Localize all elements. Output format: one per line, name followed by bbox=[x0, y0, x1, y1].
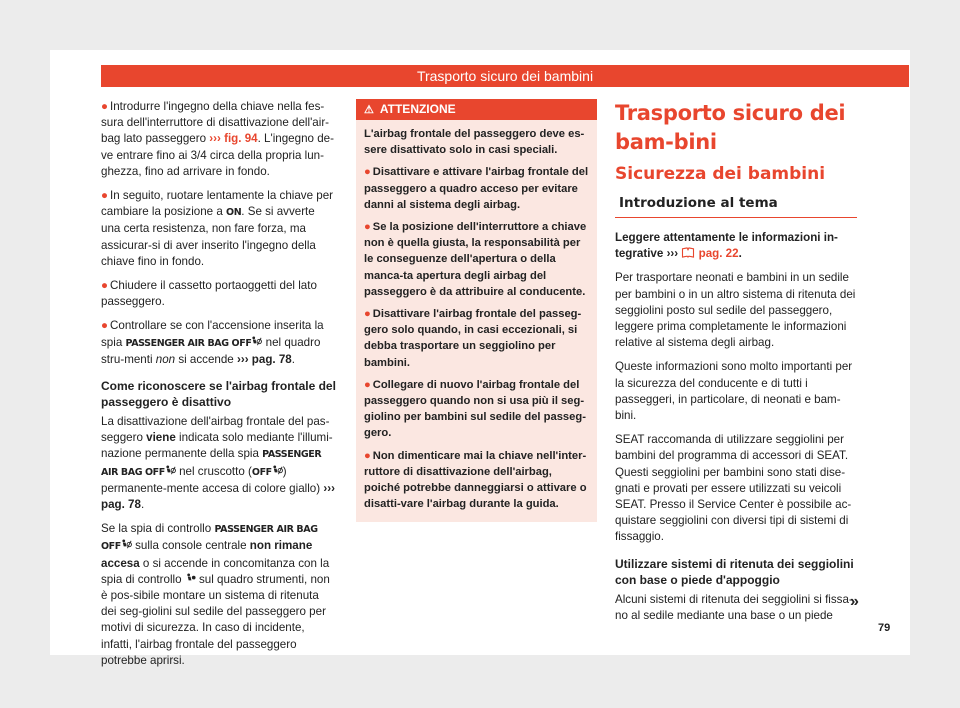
para-text-mid3: ) permanente-mente accesa di colore giallo) bbox=[101, 464, 324, 495]
warning-header bbox=[356, 99, 597, 120]
book-icon bbox=[681, 247, 695, 258]
airbag-off-icon bbox=[165, 465, 176, 476]
paragraph-console-lamp bbox=[101, 521, 337, 669]
off-label: OFF bbox=[251, 466, 272, 478]
step-3-text: Chiudere il cassetto portaoggetti del lato passeggero. bbox=[101, 279, 317, 309]
para-text-end: . bbox=[140, 498, 145, 512]
step-4-text: Controllare se con l'accensione inserita la spia bbox=[101, 319, 324, 349]
lead-text-end: . bbox=[738, 247, 742, 261]
warning-item-1 bbox=[364, 164, 589, 213]
para-text: La disattivazione dell'airbag frontale del pas-seggero bbox=[101, 415, 330, 445]
bullet-icon: ● bbox=[364, 449, 371, 462]
column-right bbox=[615, 99, 857, 632]
page-reference-link[interactable]: pag. 22 bbox=[698, 247, 739, 261]
bullet-icon: ● bbox=[364, 166, 371, 179]
warning-title: ATTENZIONE bbox=[379, 102, 456, 116]
para-text-mid: sulla console centrale bbox=[131, 539, 250, 553]
step-2-text: In seguito, ruotare lentamente la chiave per cambiare la posizione a bbox=[101, 189, 334, 219]
bullet-icon: ● bbox=[364, 308, 371, 321]
para-text-post: o si accende in concomitanza con la spia di controllo bbox=[101, 556, 330, 586]
airbag-icon bbox=[185, 573, 196, 584]
warning-item-text: Se la posizione dell'interruttore a chiave non è quella giusta, la responsabilità per le conseguenze dell'apertura o della manca-ta apertura degli airbag del passeggero è da attribuire al conducente. bbox=[364, 221, 587, 298]
bullet-icon: ● bbox=[101, 189, 109, 203]
bullet-icon: ● bbox=[364, 378, 371, 391]
lead-text: Leggere attentamente le informazioni in-tegrative bbox=[615, 231, 838, 261]
warning-item-3 bbox=[364, 306, 589, 371]
paragraph: Per trasportare neonati e bambini in un sedile per bambini o in un altro sistema di ritenuta dei seggiolini posto sul sedile del passeggero, leggere prima completamente le informazioni relative al sistema degli airbag. bbox=[615, 271, 856, 350]
paragraph: Queste informazioni sono molto importanti per la sicurezza del conducente e di tutti i passeggeri, in particolare, di neonati e bam-bini. bbox=[615, 360, 853, 423]
subsection-title: Introduzione al tema bbox=[615, 193, 857, 218]
warning-lamp-label: PASSENGER AIR BAG OFF bbox=[125, 337, 252, 349]
step-2-text-end: . Se si avverte una certa resistenza, non fare forza, ma assicurar-si di aver inserito l'ingegno della chiave fino in fondo. bbox=[101, 205, 316, 268]
bullet-icon: ● bbox=[101, 100, 109, 113]
step-3 bbox=[101, 278, 337, 310]
step-4 bbox=[101, 318, 337, 368]
subheading-recognize: Come riconoscere se l'airbag frontale del passeggero è disattivo bbox=[101, 379, 336, 410]
emphasis-not-lit: non rimane accesa bbox=[101, 539, 313, 570]
airbag-off-icon bbox=[121, 539, 132, 550]
warning-item-5 bbox=[364, 448, 589, 513]
airbag-off-icon bbox=[272, 465, 283, 476]
figure-reference-link[interactable]: ››› fig. 94 bbox=[209, 132, 258, 146]
paragraph-deactivation bbox=[101, 414, 337, 513]
step-2 bbox=[101, 188, 337, 270]
warning-item-text: Disattivare e attivare l'airbag frontale del passeggero a quadro acceso per evitare danni al sistema degli airbag. bbox=[364, 166, 589, 211]
warning-body bbox=[356, 120, 597, 512]
airbag-off-icon bbox=[251, 336, 262, 347]
page-reference-link[interactable]: ››› pag. 78 bbox=[236, 352, 292, 366]
step-1-text-end: . L'ingegno de-ve entrare fino ai 3/4 circa della propria lun-ghezza, fino ad arrivare in fondo. bbox=[101, 132, 334, 178]
step-4-text-mid2: si accende bbox=[175, 352, 237, 366]
warning-item-2 bbox=[364, 219, 589, 300]
lead-arrow: ››› bbox=[666, 247, 679, 261]
emphasis-viene: viene bbox=[146, 431, 176, 445]
warning-lamp-label: PASSENGER AIR BAG OFF bbox=[101, 449, 322, 478]
step-4-text-end: . bbox=[291, 352, 295, 366]
bullet-icon: ● bbox=[364, 221, 371, 234]
warning-item-4 bbox=[364, 377, 589, 442]
section-title: Sicurezza dei bambini bbox=[615, 164, 826, 184]
lead-paragraph bbox=[615, 230, 857, 262]
step-1 bbox=[101, 99, 337, 180]
section-header: Trasporto sicuro dei bambini bbox=[101, 65, 909, 87]
warning-box bbox=[356, 99, 597, 522]
warning-item-text: Non dimenticare mai la chiave nell'inter-ruttore di disattivazione dell'airbag, poiché potrebbe danneggiarsi o attivare o disatti-vare l'airbag durante la guida. bbox=[364, 449, 587, 511]
para-text-mid2: nel cruscotto ( bbox=[175, 464, 252, 478]
warning-triangle-icon: ⚠ bbox=[364, 104, 374, 116]
warning-item-text: Collegare di nuovo l'airbag frontale del passeggero quando non si usa più il seg-giolino per bambini sul sedile del passeg-gero. bbox=[364, 378, 586, 440]
step-4-text-mid: nel quadro stru-menti bbox=[101, 335, 321, 366]
para-text-mid: indicata solo mediante l'illumi-nazione permanente della spia bbox=[101, 431, 333, 461]
warning-lamp-label: PASSENGER AIR BAG OFF bbox=[101, 524, 318, 553]
warning-item-text: Disattivare l'airbag frontale del passeg-gero solo quando, in casi eccezionali, si debba trasportare un seggiolino per bambini. bbox=[364, 308, 582, 369]
continued-marker: » bbox=[850, 593, 859, 610]
para-text: Se la spia di controllo bbox=[101, 522, 215, 536]
column-left bbox=[101, 99, 337, 677]
bullet-icon: ● bbox=[101, 279, 109, 293]
subheading-base-support: Utilizzare sistemi di ritenuta dei seggiolini con base o piede d'appoggio bbox=[615, 556, 854, 587]
warning-intro: L'airbag frontale del passeggero deve es-sere disattivato solo in casi speciali. bbox=[364, 128, 585, 157]
page-reference-link[interactable]: ››› pag. 78 bbox=[101, 481, 335, 512]
para-text-end: sul quadro strumenti, non è pos-sibile montare un sistema di ritenuta dei seg-giolini sul sedile del passeggero per motivi di sicurezza. In caso di incidente, infatti, l'airbag frontale del passeggero potrebbe aprirsi. bbox=[101, 572, 330, 667]
manual-page bbox=[50, 50, 910, 667]
on-position-label: ON bbox=[226, 207, 242, 219]
step-1-text: Introdurre l'ingegno della chiave nella fes-sura dell'interruttore di disattivazione dell'air-bag lato passeggero bbox=[101, 100, 330, 146]
column-middle bbox=[356, 99, 597, 522]
bullet-icon: ● bbox=[101, 319, 109, 333]
page-number: 79 bbox=[878, 622, 891, 634]
emphasis-non: non bbox=[155, 352, 176, 366]
paragraph: SEAT raccomanda di utilizzare seggiolini per bambini del programma di accessori di SEAT. Questi seggiolini per bambini sono stati dise-gnati e provati per essere utilizzati su veicoli SEAT. Presso il Service Center è possibile ac-quistare seggiolini con diversi tipi di sistemi di fissaggio. bbox=[615, 433, 852, 544]
paragraph: Alcuni sistemi di ritenuta dei seggiolini si fissa-no al sedile mediante una base o un piede bbox=[615, 592, 853, 622]
chapter-title: Trasporto sicuro dei bam-bini bbox=[615, 101, 846, 154]
